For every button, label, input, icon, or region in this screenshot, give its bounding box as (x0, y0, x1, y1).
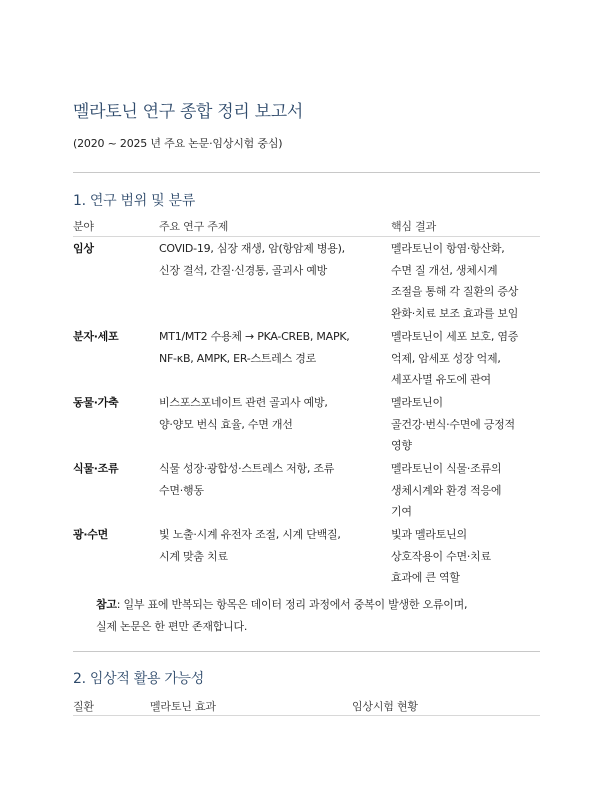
table-row-topic (159, 458, 334, 501)
result-line: 효과에 큰 역할 (391, 571, 460, 584)
note-label: 참고 (96, 598, 117, 611)
result-line: 억제, 암세포 성장 억제, (391, 351, 501, 365)
topic-line: 식물 성장·광합성·스트레스 저항, 조류 (159, 462, 335, 475)
report-title: 멜라토닌 연구 종합 정리 보고서 (73, 102, 304, 122)
topic-line: 양·양모 번식 효율, 수면 개선 (159, 417, 293, 431)
topic-line: MT1/MT2 수용체 → PKA-CREB, MAPK, (159, 330, 350, 343)
result-line: 세포사멸 유도에 관여 (391, 373, 491, 386)
topic-line: 수면·행동 (159, 483, 204, 497)
column-header-topic: 주요 연구 주제 (159, 220, 229, 233)
column-header-field: 분야 (73, 220, 94, 233)
topic-line: 비스포스포네이트 관련 골괴사 예방, (159, 396, 328, 409)
result-line: 영향 (391, 439, 412, 452)
result-line: 완화·치료 보조 효과를 보임 (391, 306, 519, 320)
column-header-trials: 임상시험 현황 (352, 700, 418, 713)
topic-line: COVID-19, 심장 재생, 암(항암제 병용), (159, 242, 345, 255)
result-line: 멜라토닌이 항염·항산화, (391, 242, 505, 255)
result-line: 기여 (391, 505, 412, 518)
table-row-result (391, 326, 518, 391)
result-line: 빛과 멜라토닌의 (391, 528, 467, 541)
topic-line: 시계 맞춤 치료 (159, 549, 228, 563)
result-line: 멜라토닌이 식물·조류의 (391, 462, 502, 475)
column-header-result: 핵심 결과 (391, 220, 437, 233)
table-row-result (391, 238, 518, 324)
table-header-rule (73, 715, 540, 716)
table-row-topic (159, 392, 328, 435)
topic-line: 신장 결석, 간질·신경통, 골괴사 예방 (159, 263, 327, 277)
table-row-result (391, 524, 491, 589)
result-line: 골건강·번식·수면에 긍정적 (391, 417, 515, 431)
table-row-result (391, 392, 515, 457)
table-row-topic (159, 238, 345, 281)
result-line: 상호작용이 수면·치료 (391, 549, 491, 563)
table-header-rule (73, 236, 540, 237)
result-line: 멜라토닌이 세포 보호, 염증 (391, 330, 519, 343)
table-row-field: 광·수면 (73, 528, 109, 541)
table-row-field: 동물·가축 (73, 396, 119, 409)
table-row-result (391, 458, 501, 523)
note-line-2: 실제 논문은 한 편만 존재합니다. (96, 620, 248, 633)
table-row-field: 식물·조류 (73, 462, 119, 475)
result-line: 생체시계와 환경 적응에 (391, 483, 502, 497)
section-2-heading: 2. 임상적 활용 가능성 (73, 671, 204, 687)
report-subtitle: (2020 ~ 2025 년 주요 논문·임상시험 중심) (73, 137, 283, 150)
section-1-heading: 1. 연구 범위 및 분류 (73, 193, 195, 209)
table-row-field: 분자·세포 (73, 330, 119, 343)
topic-line: 빛 노출·시계 유전자 조절, 시계 단백질, (159, 528, 341, 541)
column-header-disease: 질환 (73, 700, 94, 713)
column-header-effect: 멜라토닌 효과 (150, 700, 216, 713)
topic-line: NF-κB, AMPK, ER-스트레스 경로 (159, 351, 317, 365)
table-row-topic (159, 326, 350, 369)
divider (73, 651, 540, 652)
result-line: 수면 질 개선, 생체시계 (391, 263, 498, 277)
table-row-topic (159, 524, 341, 567)
divider (73, 172, 540, 173)
result-line: 멜라토닌이 (391, 396, 443, 409)
note-line-1 (96, 594, 467, 616)
result-line: 조절을 통해 각 질환의 증상 (391, 285, 519, 298)
note-text: : 일부 표에 반복되는 항목은 데이터 정리 과정에서 중복이 발생한 오류이며, (116, 598, 468, 611)
table-note (96, 594, 467, 638)
table-row-field: 임상 (73, 242, 94, 255)
